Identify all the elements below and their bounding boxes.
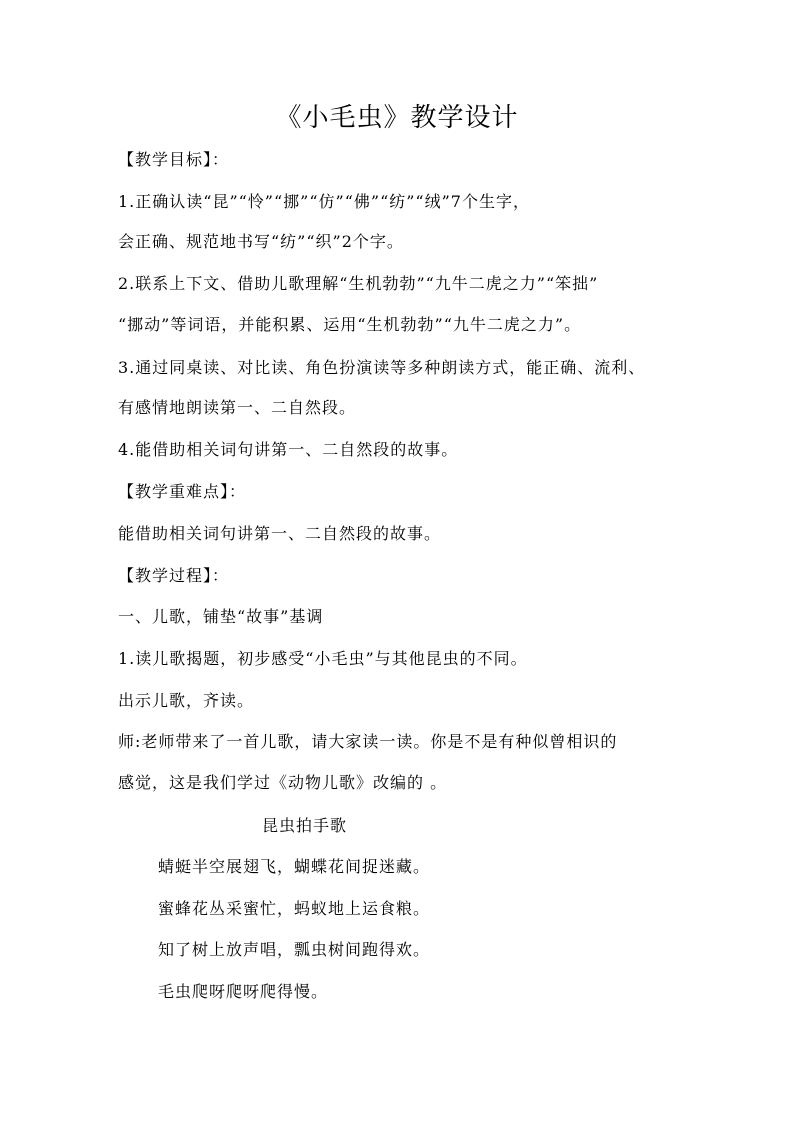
poem-line-3: 知了树上放声唱，瓢虫树间跑得欢。 [158,940,431,959]
process-line-3: 出示儿歌，齐读。 [118,691,255,710]
process-line-1: 一、儿歌，铺垫“故事”基调 [118,607,324,626]
goal-line-3: 2.联系上下文、借助儿歌理解“生机勃勃”“九牛二虎之力”“笨拙” [118,274,599,293]
goal-line-1: 1.正确认读“昆”“怜”“挪”“仿”“佛”“纺”“绒”7个生字， [118,192,530,211]
poem-title: 昆虫拍手歌 [262,816,348,835]
process-line-4: 师:老师带来了一首儿歌，请大家读一读。你是不是有种似曾相识的 [118,732,618,751]
poem-line-1: 蜻蜓半空展翅飞，蝴蝶花间捉迷藏。 [158,857,431,876]
process-line-5: 感觉，这是我们学过《动物儿歌》改编的 。 [118,773,448,792]
poem-line-4: 毛虫爬呀爬呀爬得慢。 [158,982,329,1001]
goal-line-4: “挪动”等词语，并能积累、运用“生机勃勃”“九牛二虎之力”。 [118,315,582,334]
section-heading-key-points: 【教学重难点】： [118,482,247,501]
goal-line-5: 3.通过同桌读、对比读、角色扮演读等多种朗读方式，能正确、流利、 [118,358,646,377]
document-title: 《小毛虫》教学设计 [275,103,519,133]
goal-line-2: 会正确、规范地书写“纺”“织”2个字。 [118,232,404,251]
goal-line-7: 4.能借助相关词句讲第一、二自然段的故事。 [118,440,459,459]
key-point-text: 能借助相关词句讲第一、二自然段的故事。 [118,524,442,543]
poem-line-2: 蜜蜂花丛采蜜忙，蚂蚁地上运食粮。 [158,899,431,918]
section-heading-process: 【教学过程】： [118,566,230,585]
process-line-2: 1.读儿歌揭题，初步感受“小毛虫”与其他昆虫的不同。 [118,649,528,668]
section-heading-goals: 【教学目标】： [118,150,230,169]
goal-line-6: 有感情地朗读第一、二自然段。 [118,398,357,417]
